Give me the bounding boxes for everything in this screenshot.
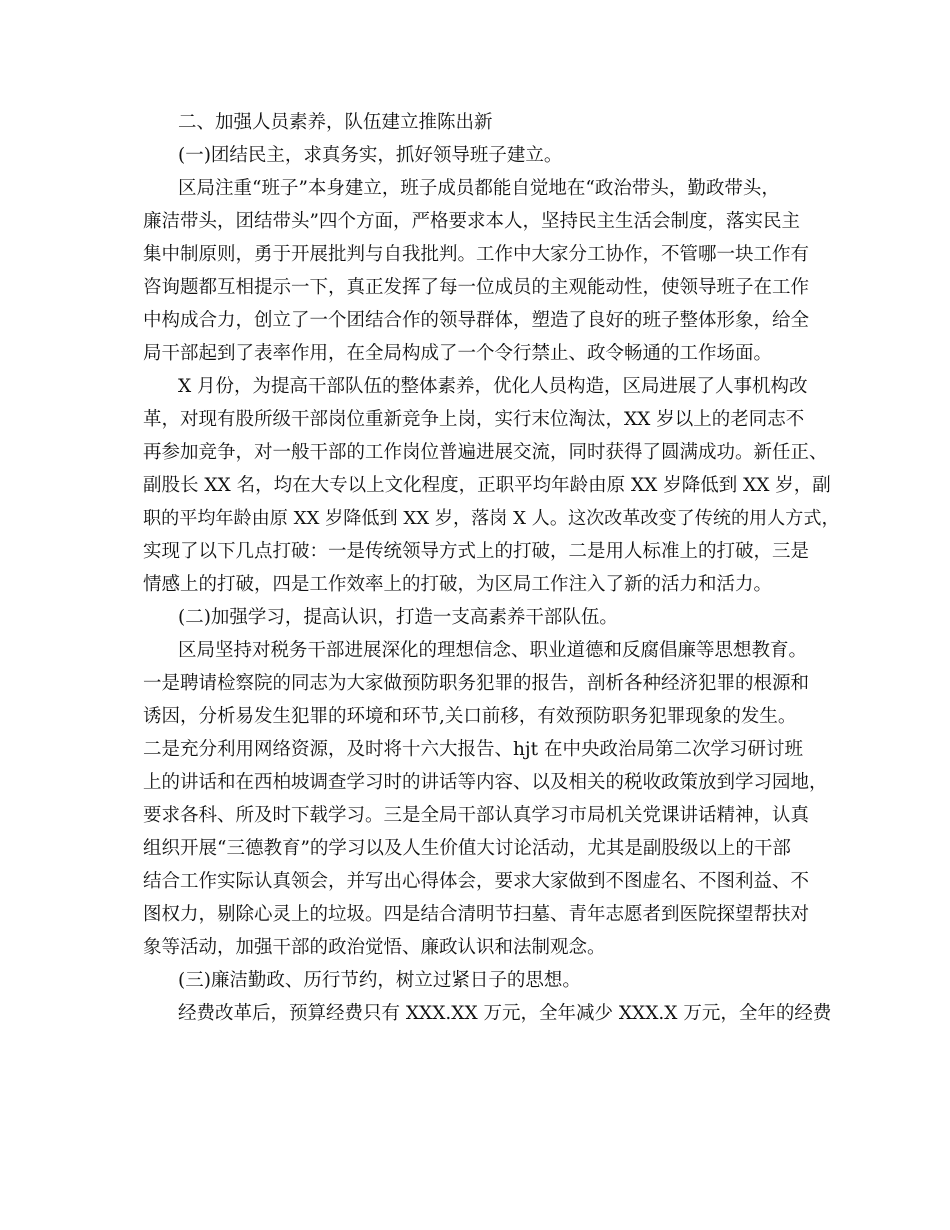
text-line: 区局注重“班子”本身建立，班子成员都能自觉地在“政治带头，勤政带头， xyxy=(178,178,780,199)
text-line: 图权力，剔除心灵上的垃圾。四是结合清明节扫墓、青年志愿者到医院探望帮扶对 xyxy=(143,904,810,925)
text-line: (三)廉洁勤政、历行节约，树立过紧日子的思想。 xyxy=(178,970,581,991)
text-line: 咨询题都互相提示一下，真正发挥了每一位成员的主观能动性，使领导班子在工作 xyxy=(143,277,810,298)
text-line: (二)加强学习，提高认识，打造一支高素养干部队伍。 xyxy=(178,607,618,628)
text-line: 上的讲话和在西柏坡调查学习时的讲话等内容、以及相关的税收政策放到学习园地， xyxy=(143,772,828,793)
text-line: 二是充分利用网络资源，及时将十六大报告、hjt 在中央政治局第二次学习研讨班 xyxy=(143,739,803,760)
text-line: 区局坚持对税务干部进展深化的理想信念、职业道德和反腐倡廉等思想教育。 xyxy=(178,640,808,661)
text-line: X 月份，为提高干部队伍的整体素养，优化人员构造，区局进展了人事机构改 xyxy=(178,376,808,397)
text-line: 象等活动，加强干部的政治觉悟、廉政认识和法制观念。 xyxy=(143,937,606,958)
text-line: 职的平均年龄由原 XX 岁降低到 XX 岁，落岗 X 人。这次改革改变了传统的用人方式， xyxy=(143,508,840,529)
text-line: 二、加强人员素养，队伍建立推陈出新 xyxy=(178,112,493,133)
text-line: 中构成合力，创立了一个团结合作的领导群体，塑造了良好的班子整体形象，给全 xyxy=(143,310,810,331)
text-line: 集中制原则，勇于开展批判与自我批判。工作中大家分工协作，不管哪一块工作有 xyxy=(143,244,810,265)
text-line: 要求各科、所及时下载学习。三是全局干部认真学习市局机关党课讲话精神，认真 xyxy=(143,805,810,826)
text-line: 一是聘请检察院的同志为大家做预防职务犯罪的报告，剖析各种经济犯罪的根源和 xyxy=(143,673,810,694)
text-line: 局干部起到了表率作用，在全局构成了一个令行禁止、政令畅通的工作场面。 xyxy=(143,343,773,364)
text-line: 诱因，分析易发生犯罪的环境和环节,关口前移，有效预防职务犯罪现象的发生。 xyxy=(143,706,797,727)
text-line: 再参加竞争，对一般干部的工作岗位普遍进展交流，同时获得了圆满成功。新任正、 xyxy=(143,442,828,463)
text-line: 情感上的打破，四是工作效率上的打破，为区局工作注入了新的活力和活力。 xyxy=(143,574,773,595)
text-line: 副股长 XX 名，均在大专以上文化程度，正职平均年龄由原 XX 岁降低到 XX 岁，副 xyxy=(143,475,831,496)
text-line: 经费改革后，预算经费只有 XXX.XX 万元，全年减少 XXX.X 万元，全年的经费 xyxy=(178,1003,832,1024)
text-line: 实现了以下几点打破：一是传统领导方式上的打破，二是用人标准上的打破，三是 xyxy=(143,541,810,562)
text-line: 结合工作实际认真领会，并写出心得体会，要求大家做到不图虚名、不图利益、不 xyxy=(143,871,810,892)
text-line: 廉洁带头，团结带头”四个方面，严格要求本人，坚持民主生活会制度，落实民主 xyxy=(143,211,800,232)
document-body xyxy=(143,106,840,1030)
text-line: (一)团结民主，求真务实，抓好领导班子建立。 xyxy=(178,145,563,166)
text-line: 革，对现有股所级干部岗位重新竞争上岗，实行末位淘汰，XX 岁以上的老同志不 xyxy=(143,409,805,430)
text-line: 组织开展“三德教育”的学习以及人生价值大讨论活动，尤其是副股级以上的干部 xyxy=(143,838,791,859)
